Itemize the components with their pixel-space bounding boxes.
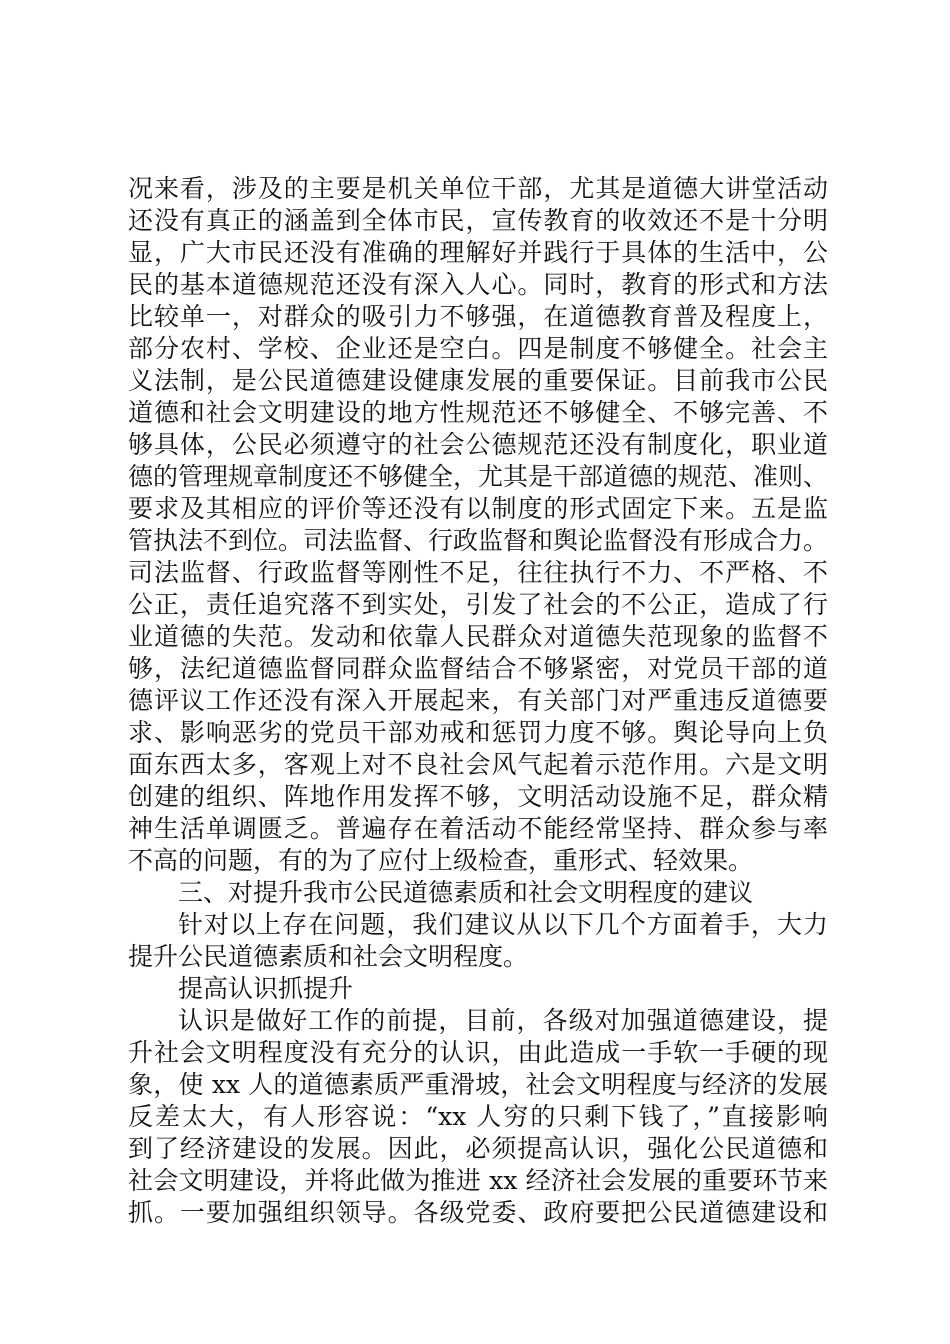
text-line: 到了经济建设的发展。因此，必须提高认识，强化公民道德和 — [128, 1134, 828, 1163]
text-line: 况来看，涉及的主要是机关单位干部，尤其是道德大讲堂活动 — [128, 174, 828, 203]
text-line: 民的基本道德规范还没有深入人心。同时，教育的形式和方法 — [128, 270, 828, 299]
text-line: 认识是做好工作的前提，目前，各级对加强道德建设，提 — [178, 1006, 828, 1035]
text-line: 反差太大，有人形容说：“xx 人穷的只剩下钱了，”直接影响 — [128, 1102, 828, 1131]
text-line: 比较单一，对群众的吸引力不够强，在道德教育普及程度上， — [128, 302, 828, 331]
text-line: 够，法纪道德监督同群众监督结合不够紧密，对党员干部的道 — [128, 654, 828, 683]
text-line: 德评议工作还没有深入开展起来，有关部门对严重违反道德要 — [128, 686, 828, 715]
text-line: 象，使 xx 人的道德素质严重滑坡，社会文明程度与经济的发展 — [128, 1070, 828, 1099]
text-line: 够具体，公民必须遵守的社会公德规范还没有制度化，职业道 — [128, 430, 828, 459]
text-line: 道德和社会文明建设的地方性规范还不够健全、不够完善、不 — [128, 398, 828, 427]
text-line: 升社会文明程度没有充分的认识，由此造成一手软一手硬的现 — [128, 1038, 828, 1067]
text-line: 部分农村、学校、企业还是空白。四是制度不够健全。社会主 — [128, 334, 828, 363]
text-line: 面东西太多，客观上对不良社会风气起着示范作用。六是文明 — [128, 750, 828, 779]
text-line: 抓。一要加强组织领导。各级党委、政府要把公民道德建设和 — [128, 1198, 828, 1227]
text-line: 针对以上存在问题，我们建议从以下几个方面着手，大力 — [178, 910, 828, 939]
text-line: 业道德的失范。发动和依靠人民群众对道德失范现象的监督不 — [128, 622, 828, 651]
text-line: 求、影响恶劣的党员干部劝戒和惩罚力度不够。舆论导向上负 — [128, 718, 828, 747]
text-line: 德的管理规章制度还不够健全，尤其是干部道德的规范、准则、 — [128, 462, 829, 491]
text-line: 神生活单调匮乏。普遍存在着活动不能经常坚持、群众参与率 — [128, 814, 828, 843]
text-line: 还没有真正的涵盖到全体市民，宣传教育的收效还不是十分明 — [128, 206, 828, 235]
body-text — [128, 173, 828, 1229]
text-line: 司法监督、行政监督等刚性不足，往往执行不力、不严格、不 — [128, 558, 828, 587]
text-line: 社会文明建设，并将此做为推进 xx 经济社会发展的重要环节来 — [128, 1166, 828, 1195]
text-line: 要求及其相应的评价等还没有以制度的形式固定下来。五是监 — [128, 494, 828, 523]
text-line: 显，广大市民还没有准确的理解好并践行于具体的生活中，公 — [128, 238, 828, 267]
text-line: 提升公民道德素质和社会文明程度。 — [128, 942, 529, 971]
text-line: 公正，责任追究落不到实处，引发了社会的不公正，造成了行 — [128, 590, 828, 619]
text-line: 不高的问题，有的为了应付上级检查，重形式、轻效果。 — [128, 846, 754, 875]
text-line: 提高认识抓提升 — [178, 974, 354, 1003]
text-line: 创建的组织、阵地作用发挥不够，文明活动设施不足，群众精 — [128, 782, 828, 811]
text-line: 义法制，是公民道德建设健康发展的重要保证。目前我市公民 — [128, 366, 828, 395]
text-line: 管执法不到位。司法监督、行政监督和舆论监督没有形成合力。 — [128, 526, 829, 555]
text-line: 三、对提升我市公民道德素质和社会文明程度的建议 — [178, 878, 754, 907]
